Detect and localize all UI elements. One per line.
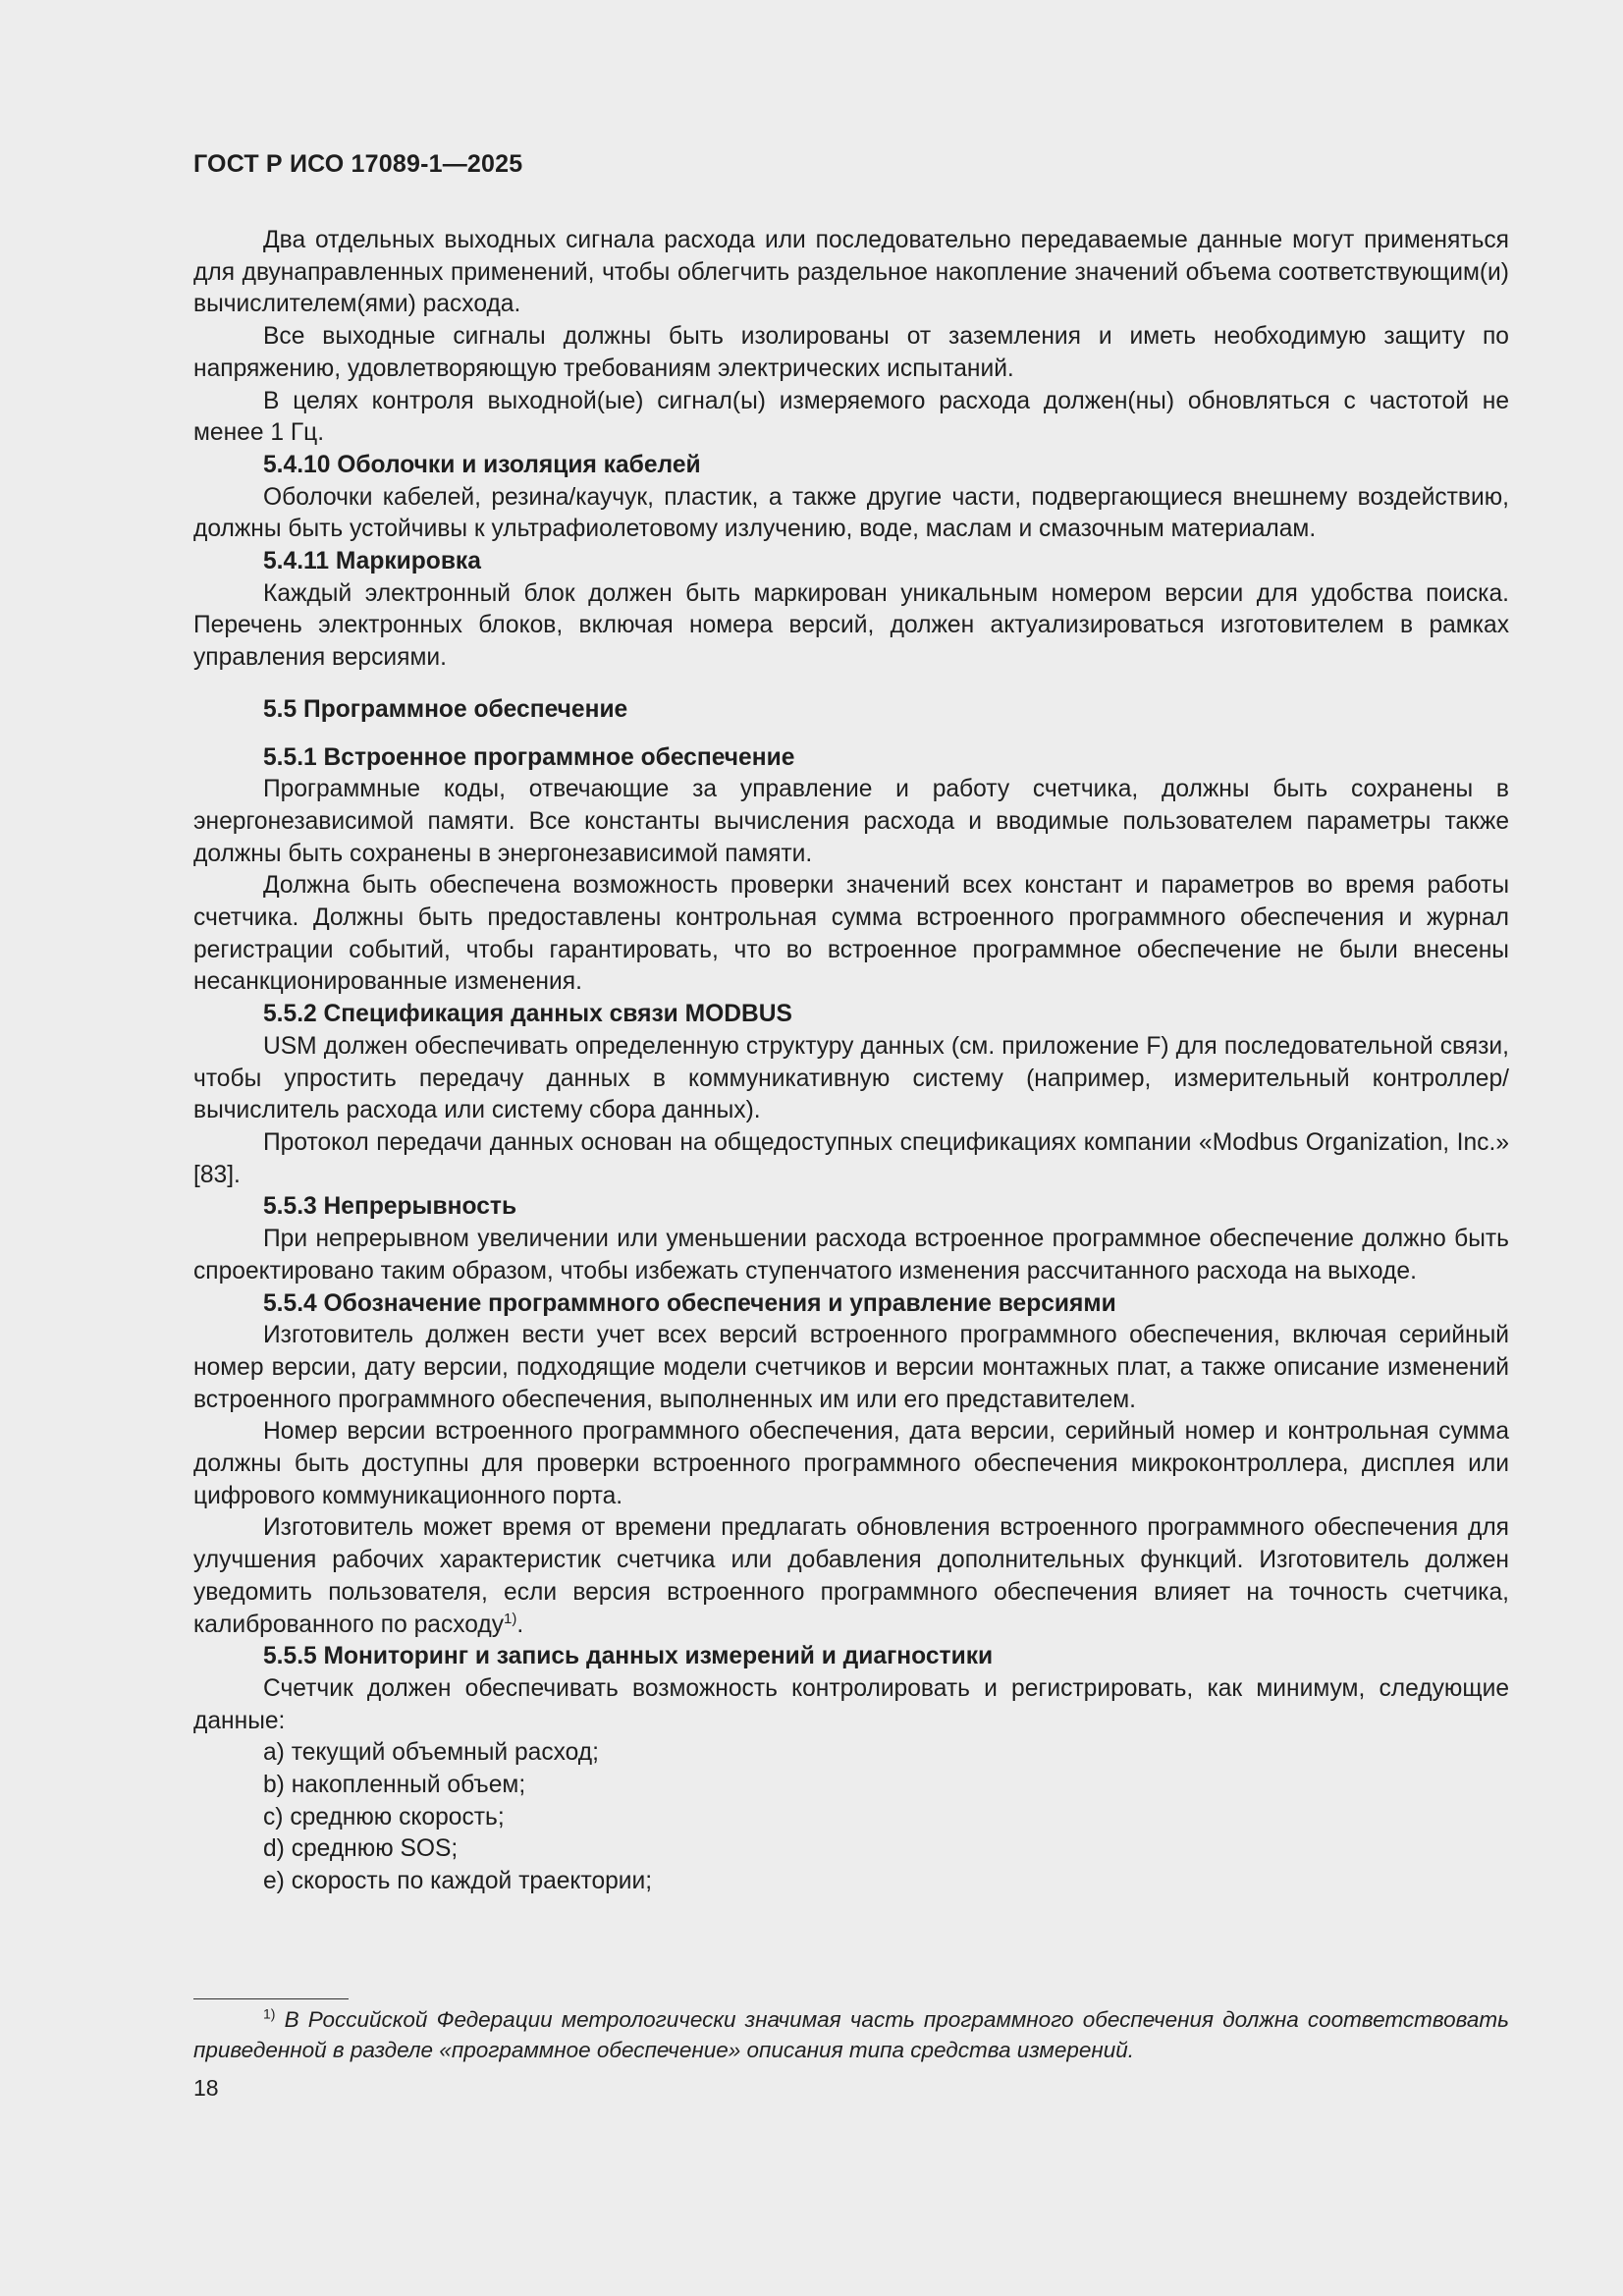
subsection-heading-5-5-5: 5.5.5 Мониторинг и запись данных измерений и диагностики: [263, 1643, 994, 1670]
paragraph: [193, 1512, 1509, 1641]
list-item: e) скорость по каждой траектории;: [263, 1868, 653, 1895]
section-heading-5-5: 5.5 Программное обеспечение: [263, 695, 628, 723]
subsection-heading-5-5-1: 5.5.1 Встроенное программное обеспечение: [263, 743, 795, 771]
subsection-heading-5-5-4: 5.5.4 Обозначение программного обеспечения и управление версиями: [263, 1289, 1116, 1317]
paragraph: При непрерывном увеличении или уменьшении расхода встроенное программное обеспечение должно быть спроектировано таким образом, чтобы избежать ступенчатого изменения рассчитанного расхода на выходе.: [193, 1226, 1509, 1285]
paragraph: В целях контроля выходной(ые) сигнал(ы) измеряемого расхода должен(ны) обновляться с частотой не менее 1 Гц.: [193, 387, 1509, 447]
paragraph: Должна быть обеспечена возможность проверки значений всех констант и параметров во время работы счетчика. Должны быть предоставлены контрольная сумма встроенного программного обеспечения и журнал регистрации событий, чтобы гарантировать, что во встроенное программное обеспечение не были внесены несанкционированные изменения.: [193, 872, 1509, 996]
paragraph: Оболочки кабелей, резина/каучук, пластик, а также другие части, подвергающиеся внешнему воздействию, должны быть устойчивы к ультрафиолетовому излучению, воде, маслам и смазочным материалам.: [193, 483, 1509, 543]
data-list: [193, 1737, 1509, 1898]
list-item: b) накопленный объем;: [263, 1772, 526, 1799]
paragraph: Изготовитель должен вести учет всех версий встроенного программного обеспечения, включая серийный номер версии, дату версии, подходящие модели счетчиков и версии монтажных плат, а также описание изменений встроенного программного обеспечения, выполненных им или его представителем.: [193, 1322, 1509, 1413]
paragraph-end: .: [516, 1611, 524, 1638]
paragraph-text: Изготовитель может время от времени предлагать обновления встроенного программного обеспечения для улучшения рабочих характеристик счетчика или добавления дополнительных функций. Изготовитель должен уведомить пользователя, если версия встроенного программного обеспечения влияет на точность счетчика, калиброванного по расходу: [193, 1514, 1509, 1638]
subsection-heading-5-4-11: 5.4.11 Маркировка: [263, 548, 481, 575]
document-header: ГОСТ Р ИСО 17089-1—2025: [193, 150, 523, 178]
subsection-heading-5-5-2: 5.5.2 Спецификация данных связи MODBUS: [263, 1001, 792, 1028]
paragraph: Два отдельных выходных сигнала расхода или последовательно передаваемые данные могут применяться для двунаправленных применений, чтобы облегчить раздельное накопление значений объема соответствующим(и) вычислителем(ями) расхода.: [193, 227, 1509, 318]
list-item: a) текущий объемный расход;: [263, 1739, 599, 1767]
list-item: c) среднюю скорость;: [263, 1803, 505, 1831]
footnote-reference[interactable]: 1): [504, 1610, 517, 1627]
footnote-marker: 1): [263, 2005, 276, 2022]
footnote-divider: [193, 1998, 349, 1999]
paragraph: USM должен обеспечивать определенную структуру данных (см. приложение F) для последовательной связи, чтобы упростить передачу данных в коммуникативную систему (например, измерительный контроллер/вычислитель расхода или систему сбора данных).: [193, 1032, 1509, 1124]
subsection-heading-5-4-10: 5.4.10 Оболочки и изоляция кабелей: [263, 451, 701, 478]
subsection-heading-5-5-3: 5.5.3 Непрерывность: [263, 1193, 517, 1221]
paragraph: Счетчик должен обеспечивать возможность контролировать и регистрировать, как минимум, следующие данные:: [193, 1674, 1509, 1734]
paragraph: Протокол передачи данных основан на общедоступных спецификациях компании «Modbus Organization, Inc.» [83].: [193, 1128, 1509, 1188]
document-body: [193, 225, 1509, 1898]
footnote-text: В Российской Федерации метрологически значимая часть программного обеспечения должна соответствовать приведенной в разделе «программное обеспечение» описания типа средства измерений.: [193, 2007, 1509, 2062]
page-number: 18: [193, 2075, 219, 2101]
list-item: d) среднюю SOS;: [263, 1835, 459, 1863]
paragraph: Каждый электронный блок должен быть маркирован уникальным номером версии для удобства поиска. Перечень электронных блоков, включая номера версий, должен актуализироваться изготовителем в рамках управления версиями.: [193, 579, 1509, 672]
footnote: [193, 2004, 1509, 2065]
paragraph: Все выходные сигналы должны быть изолированы от заземления и иметь необходимую защиту по напряжению, удовлетворяющую требованиям электрических испытаний.: [193, 323, 1509, 382]
paragraph: Программные коды, отвечающие за управление и работу счетчика, должны быть сохранены в энергонезависимой памяти. Все константы вычисления расхода и вводимые пользователем параметры также должны быть сохранены в энергонезависимой памяти.: [193, 776, 1509, 867]
paragraph: Номер версии встроенного программного обеспечения, дата версии, серийный номер и контрольная сумма должны быть доступны для проверки встроенного программного обеспечения микроконтроллера, дисплея или цифрового коммуникационного порта.: [193, 1418, 1509, 1509]
